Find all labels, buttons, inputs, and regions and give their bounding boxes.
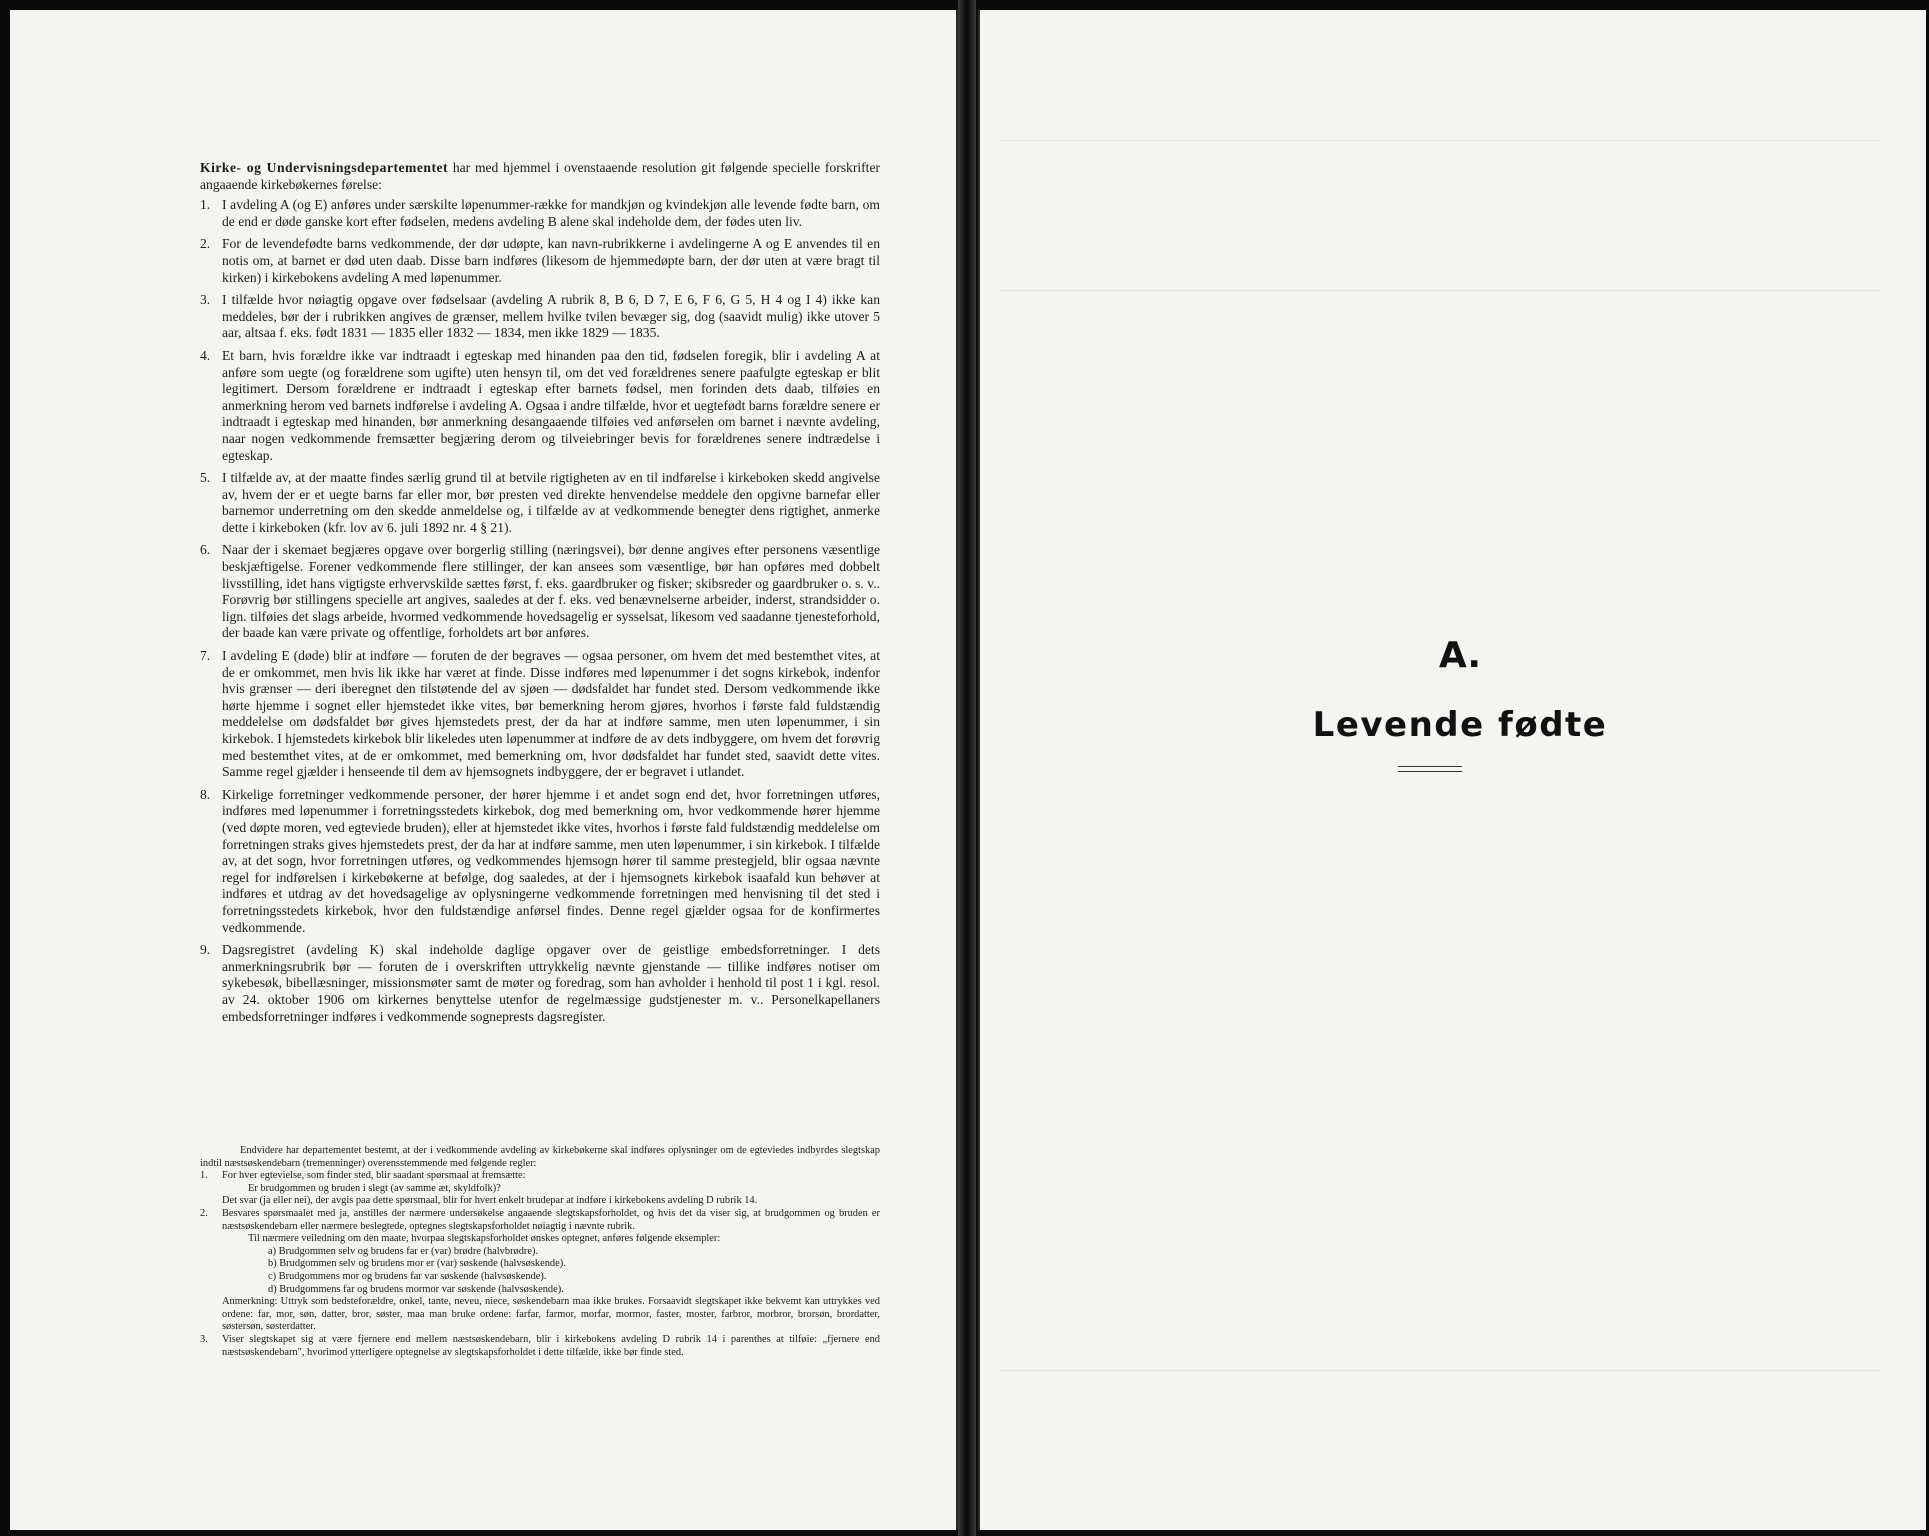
rule-item <box>200 197 880 230</box>
department-name: Kirke- og Undervisningsdepartementet <box>200 160 449 175</box>
rule-text: Dagsregistret (avdeling K) skal indeholde daglige opgaver over de geistlige embedsforretninger. I dets anmerkningsrubrik bør — foruten de i overskriften uttrykkelig nævnte gjenstande — tillike indføres notiser om sykebesøk, bibellæsninger, missionsmøter samt de møter og foredrag, som han avholder i henhold til post 1 i kgl. resol. av 24. oktober 1906 om kirkernes benyttelse utenfor de regelmæssige gudstjenester m. v.. Personelkapellaners embedsforretninger indføres i vedkommende sogneprests dagsregister. <box>222 942 880 1024</box>
rule-number: 6. <box>200 542 211 558</box>
rule-text: Et barn, hvis forældre ikke var indtraadt i egteskap med hinanden paa den tid, fødselen foregik, blir i avdeling A at anføre som uegte (og forældrene som ugifte) uten hensyn til, om det ved forældrenes senere paafulgte egteskap er blit legitimert. Dersom forældrene er indtraadt i egteskap efter barnets fødsel, men forinden dets daab, tilføies en anmerkning herom ved barnets indførelse i avdeling A. Ogsaa i andre tilfælde, hvor et uegtefødt barns forældre senere er indtraadt i egteskap med hinanden, bør anmerkning desangaaende tilføies ved anførselen om barnet i nævnte avdeling, naar nogen vedkommende fremsætter begjæring derom og tilveiebringer bevis for forældrenes senere indtrædelse i egteskap. <box>222 347 880 463</box>
kinship-example: c) Brudgommens mor og brudens far var søskende (halvsøskende). <box>268 1270 547 1282</box>
rule-item <box>200 942 880 1025</box>
rule-item <box>200 348 880 464</box>
kinship-rule-text: For hver egtevielse, som finder sted, blir saadant spørsmaal at fremsætte: <box>222 1170 526 1182</box>
kinship-intro: Endvidere har departementet bestemt, at der i vedkommende avdeling av kirkebøkerne skal indføres oplysninger om de egteviedes indbyrdes slegtskap indtil næstsøskendebarn (tremenninger) overensstemmende med følgende regler: <box>200 1145 880 1169</box>
rule-item <box>200 236 880 286</box>
rule-item <box>200 648 880 781</box>
rules-list <box>200 197 880 1025</box>
kinship-example: a) Brudgommen selv og brudens far er (var) brødre (halvbrødre). <box>268 1245 539 1257</box>
kinship-annotation: Anmerkning: Uttryk som bedsteforældre, onkel, tante, neveu, niece, søskendebarn maa ikke brukes. Forsaavidt slegtskapet ikke bekvemt kan uttrykkes ved ordene: far, mor, søn, datter, bror, søster, maa man bruke ordene: farfar, farmor, morfar, mormor, faster, moster, farbror, morbror, brorsøn, brordatter, søstersøn, søsterdatter. <box>222 1296 880 1333</box>
kinship-example: d) Brudgommens far og brudens mormor var søskende (halvsøskende). <box>268 1283 564 1295</box>
rule-item <box>200 292 880 342</box>
rule-number: 7. <box>200 648 211 664</box>
intro-text: har med hjemmel i ovenstaaende resolution git følgende specielle forskrifter angaaende kirkebøkernes førelse: <box>200 160 880 192</box>
rule-number: 2. <box>200 236 211 252</box>
kinship-rule-3 <box>200 1334 880 1359</box>
rule-text: Naar der i skemaet begjæres opgave over borgerlig stilling (næringsvei), bør denne angives efter personens væsentlige beskjæftigelse. Forener vedkommende flere stillinger, der kan ansees som væsentlige, bør han opføres med dobbelt livsstilling, idet hans vigtigste erhvervskilde sættes først, f. eks. gaardbruker og fisker; skibsreder og gaardbruker o. s. v.. Forøvrig bør stillingens specielle art angives, saaledes at der f. eks. ved benævnelserne arbeider, inderst, strandsidder o. lign. tilføies det slags arbeide, hvormed vedkommende hovedsagelig er sysselsat, likesom ved saadanne tjenesteforhold, der baade kan være private og offentlige, forholdets art bør anføres. <box>222 542 880 641</box>
rule-text: I avdeling E (døde) blir at indføre — foruten de der begraves — ogsaa personer, om hvem det med bestemthet vites, at de er omkommet, men hvis lik ikke har været at finde. Disse indføres med løpenummer i det sogns kirkebok, indenfor hvis grænser — deri iberegnet den tilstøtende del av sjøen — dødsfaldet har fundet sted. Dersom vedkommende ikke hørte hjemme i sognet eller hjemstedet ikke vites, bør bemerkning herom gjøres, hvorhos i første fald fuldstændig meddelelse om dødsfaldet bør gives hjemstedets prest, der da har at indføre samme, men uten løpenummer, i sin kirkebok. I hjemstedets kirkebok blir likeledes uten løpenummer at indføre de av dets indbyggere, om hvem det forøvrig med bestemthet vites, at de er omkommet, med bemerkning om, hvor dødsfaldet har fundet sted, saavidt dette vites. Samme regel gjælder i henseende til dem av hjemsognets indbyggere, der er begravet i utlandet. <box>222 648 880 780</box>
kinship-guide: Til nærmere veiledning om den maate, hvorpaa slegtskapsforholdet ønskes optegnet, anføres følgende eksempler: <box>248 1233 721 1245</box>
rule-text: Kirkelige forretninger vedkommende personer, der hører hjemme i et andet sogn end det, hvor forretningen utføres, indføres med løpenummer i forretningsstedets kirkebok, dog med bemerkning om, hvor vedkommende hører hjemme (ved døpte moren, ved egteviede bruden), eller at hjemstedet ikke vites, hvorhos i første fald fuldstændig meddelelse om forretningen straks gives hjemstedets prest, der da har at indføre samme, men uten løpenummer, i sin kirkebok. I tilfælde av, at det sogn, hvor forretningen utføres, og vedkommendes hjemsogn hører til samme prestegjeld, blir ogsaa nævnte regel for indførelsen i kirkebøkerne at befølge, dog saaledes, at der i hjemsognets kirkebok isaafald kun behøver at indføres et utdrag av det hovedsagelige av oplysningerne vedkommende forretningen med henvisning til det sted i forretningsstedets kirkebok, hvor den fuldstændige anførsel findes. Denne regel gjælder ogsaa for de konfirmertes vedkommende. <box>222 786 880 935</box>
rules-text <box>200 160 880 1031</box>
rule-item <box>200 542 880 642</box>
rule-item <box>200 470 880 536</box>
rule-text: I tilfælde hvor nøiagtig opgave over fødselsaar (avdeling A rubrik 8, B 6, D 7, E 6, F 6, G 5, H 4 og I 4) ikke kan meddeles, bør der i rubrikken angives de grænser, mellem hvilke tvilen bevæger sig, dog (saavidt mulig) ikke utover 5 aar, altsaa f. eks. født 1831 — 1835 eller 1832 — 1834, men ikke 1829 — 1835. <box>222 292 880 341</box>
rule-number: 8. <box>200 786 211 802</box>
rule-number: 5. <box>200 470 211 486</box>
section-title: Levende fødte <box>1312 705 1608 745</box>
rule-number: 3. <box>200 292 211 308</box>
bleed-through-line <box>1000 140 1880 141</box>
title-underline <box>1398 766 1462 772</box>
kinship-rule-number: 3. <box>200 1333 208 1345</box>
rule-number: 9. <box>200 942 211 958</box>
rule-item <box>200 787 880 936</box>
kinship-rule-2 <box>200 1208 880 1233</box>
bleed-through-line <box>1000 1370 1880 1371</box>
rule-text: For de levendefødte barns vedkommende, der dør udøpte, kan navn-rubrikkerne i avdelingerne A og E anvendes til en notis om, at barnet er død uten daab. Disse barn indføres (likesom de hjemmedøpte barn, der dør uten at være bragt til kirken) i kirkebokens avdeling A med løpenummer. <box>222 236 880 285</box>
rule-number: 1. <box>200 197 211 213</box>
kinship-rule-1 <box>200 1170 880 1183</box>
rule-text: I tilfælde av, at der maatte findes særlig grund til at betvile rigtigheten av en til indførelse i kirkeboken skedd angivelse av, hvem der er et uegte barns far eller mor, bør presten ved direkte henvendelse meddele den opgivne barnefar eller barnemor underretning om den skedde anmeldelse og, i tilfælde av at vedkommende benegter dens rigtighet, anmerke dette i kirkeboken (kfr. lov av 6. juli 1892 nr. 4 § 21). <box>222 470 880 535</box>
book-gutter <box>958 0 976 1536</box>
bleed-through-line <box>1000 290 1880 291</box>
section-letter: A. <box>1438 635 1482 676</box>
kinship-example: b) Brudgommen selv og brudens mor er (var) søskende (halvsøskende). <box>268 1258 566 1270</box>
intro-paragraph <box>200 160 880 193</box>
kinship-question: Er brudgommen og bruden i slegt (av samme æt, skyldfolk)? <box>248 1182 501 1194</box>
kinship-answer-note: Det svar (ja eller nei), der avgis paa dette spørsmaal, blir for hvert enkelt brudepar at indføre i kirkebokens avdeling D rubrik 14. <box>222 1195 758 1207</box>
kinship-rule-text: Besvares spørsmaalet med ja, anstilles der nærmere undersøkelse angaaende slegtskapsforholdet, og hvis det da viser sig, at brudgommen og bruden er næstsøskendebarn eller nærmere beslegtede, optegnes slegtskapsforholdet nøiagtig i nævnte rubrik. <box>222 1207 880 1232</box>
kinship-rule-text: Viser slegtskapet sig at være fjernere end mellem næstsøskendebarn, blir i kirkebokens avdeling D rubrik 14 i parenthes at tilføie: „fjernere end næstsøskendebarn", hvorimod ytterligere optegnelse av slegtskapsforholdet i dette tilfælde, ikke bør finde sted. <box>222 1333 880 1358</box>
kinship-rules <box>200 1145 880 1359</box>
kinship-rule-number: 2. <box>200 1207 208 1219</box>
kinship-rule-number: 1. <box>200 1170 208 1182</box>
rule-text: I avdeling A (og E) anføres under særskilte løpenummer-række for mandkjøn og kvindekjøn alle levende fødte barn, om de end er døde ganske kort efter fødselen, medens avdeling B alene skal indeholde dem, der fødes uten liv. <box>222 197 880 229</box>
rule-number: 4. <box>200 347 211 363</box>
